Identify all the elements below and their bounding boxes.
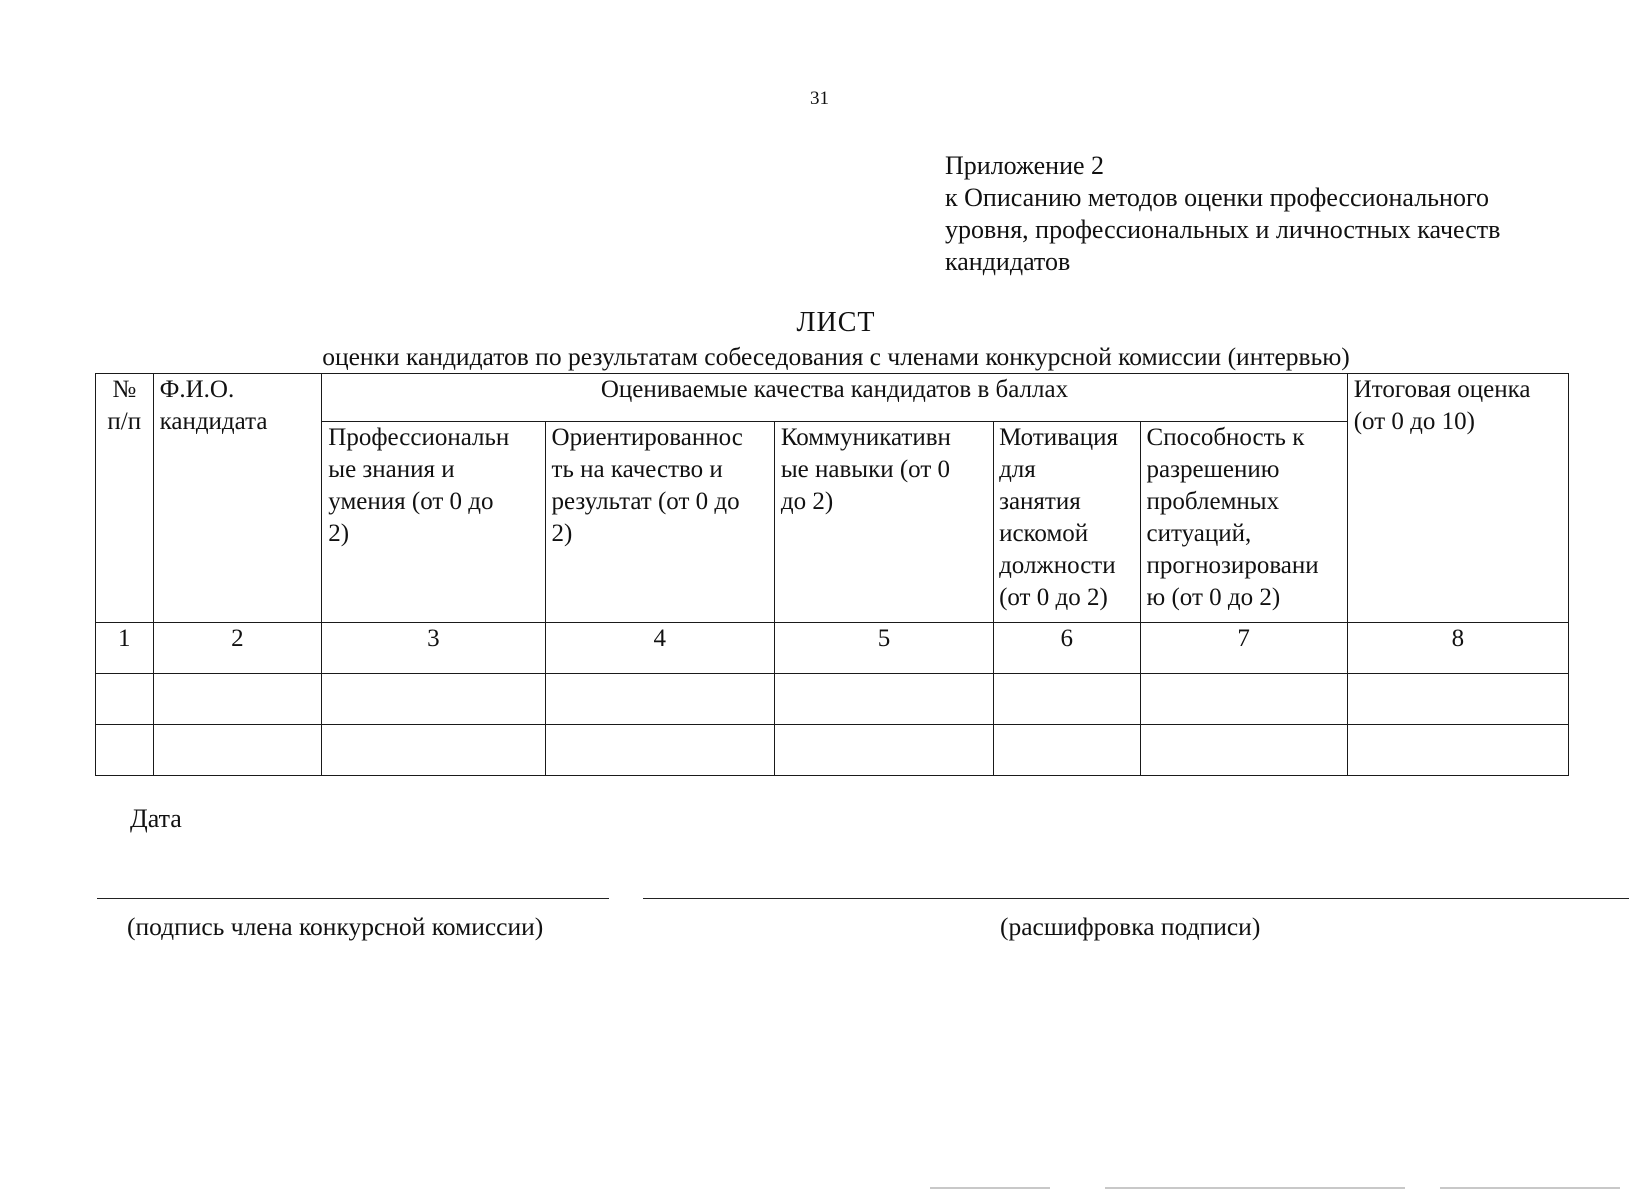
column-number-cell: 1: [96, 623, 154, 674]
criterion-line: результат (от 0 до: [551, 488, 740, 515]
header-total-line: Итоговая оценка: [1353, 376, 1531, 403]
scan-artifact: [930, 1187, 1050, 1189]
table-cell[interactable]: [774, 725, 993, 776]
criterion-line: (от 0 до 2): [999, 584, 1108, 611]
scan-artifact: [1105, 1187, 1405, 1189]
header-name-line: кандидата: [159, 408, 268, 435]
criterion-line: для: [999, 456, 1036, 483]
table-cell[interactable]: [153, 674, 322, 725]
column-number-cell: 7: [1140, 623, 1347, 674]
signature-decoding-caption: (расшифровка подписи): [1000, 912, 1261, 941]
criterion-line: разрешению: [1146, 456, 1280, 483]
header-name-line: Ф.И.О.: [159, 376, 235, 403]
table-row: [96, 725, 1569, 776]
criterion-cell-motivation: [994, 422, 1140, 623]
criterion-line: проблемных: [1146, 488, 1280, 515]
header-row: [96, 374, 1569, 422]
table-cell[interactable]: [1140, 674, 1347, 725]
column-number-cell: 8: [1347, 623, 1568, 674]
criterion-line: занятия: [999, 488, 1081, 515]
table-cell[interactable]: [1347, 725, 1568, 776]
sheet-subtitle: оценки кандидатов по результатам собеседования с членами конкурсной комиссии (интервью): [322, 342, 1350, 371]
column-number-cell: 2: [153, 623, 322, 674]
appendix-line: к Описанию методов оценки профессионального: [945, 183, 1489, 212]
criterion-line: ые навыки (от 0: [780, 456, 951, 483]
criterion-line: должности: [999, 552, 1116, 579]
table-cell[interactable]: [1140, 725, 1347, 776]
header-total-cell: [1347, 374, 1568, 623]
table-cell[interactable]: [1347, 674, 1568, 725]
table-cell[interactable]: [545, 725, 774, 776]
criterion-cell-communication: [774, 422, 993, 623]
table-row: [96, 674, 1569, 725]
scan-artifact: [1440, 1187, 1620, 1189]
criterion-line: искомой: [999, 520, 1089, 547]
criterion-cell-quality: [545, 422, 774, 623]
page-number: 31: [810, 88, 829, 109]
appendix-line: Приложение 2: [945, 151, 1105, 180]
signature-caption: (подпись члена конкурсной комиссии): [127, 912, 544, 941]
table-cell[interactable]: [96, 674, 154, 725]
criterion-line: ю (от 0 до 2): [1146, 584, 1281, 611]
header-group-cell: Оцениваемые качества кандидатов в баллах: [322, 374, 1347, 422]
criterion-line: ть на качество и: [551, 456, 723, 483]
criterion-line: до 2): [780, 488, 834, 515]
signature-decoding-line[interactable]: [643, 898, 1629, 899]
date-label: Дата: [130, 804, 182, 833]
criterion-line: Ориентированнос: [551, 424, 743, 451]
criterion-line: Мотивация: [999, 424, 1118, 451]
criterion-line: Способность к: [1146, 424, 1305, 451]
column-number-cell: 6: [994, 623, 1140, 674]
criterion-line: умения (от 0 до: [328, 488, 494, 515]
criterion-line: 2): [328, 520, 350, 547]
signature-line[interactable]: [97, 898, 609, 899]
appendix-line: уровня, профессиональных и личностных качеств: [945, 215, 1501, 244]
criterion-line: ситуаций,: [1146, 520, 1252, 547]
header-number-line: п/п: [107, 408, 142, 435]
criterion-line: Профессиональн: [328, 424, 510, 451]
column-number-cell: 5: [774, 623, 993, 674]
header-number-cell: [96, 374, 154, 623]
evaluation-table: [95, 373, 1569, 776]
header-total-line: (от 0 до 10): [1353, 408, 1475, 435]
appendix-line: кандидатов: [945, 247, 1071, 276]
table-cell[interactable]: [96, 725, 154, 776]
table-cell[interactable]: [322, 725, 545, 776]
column-number-cell: 3: [322, 623, 545, 674]
table-cell[interactable]: [322, 674, 545, 725]
table-cell[interactable]: [994, 674, 1140, 725]
column-number-row: [96, 623, 1569, 674]
table-cell[interactable]: [774, 674, 993, 725]
table-cell[interactable]: [994, 725, 1140, 776]
criterion-cell-problem-solving: [1140, 422, 1347, 623]
table-cell[interactable]: [545, 674, 774, 725]
table-cell[interactable]: [153, 725, 322, 776]
criterion-line: прогнозировани: [1146, 552, 1319, 579]
criterion-line: ые знания и: [328, 456, 455, 483]
criterion-line: Коммуникативн: [780, 424, 951, 451]
sheet-title: ЛИСТ: [796, 307, 876, 338]
header-number-line: №: [112, 376, 137, 403]
appendix-block: [945, 150, 1585, 278]
header-name-cell: [153, 374, 322, 623]
criterion-cell-professional: [322, 422, 545, 623]
column-number-cell: 4: [545, 623, 774, 674]
criterion-line: 2): [551, 520, 573, 547]
